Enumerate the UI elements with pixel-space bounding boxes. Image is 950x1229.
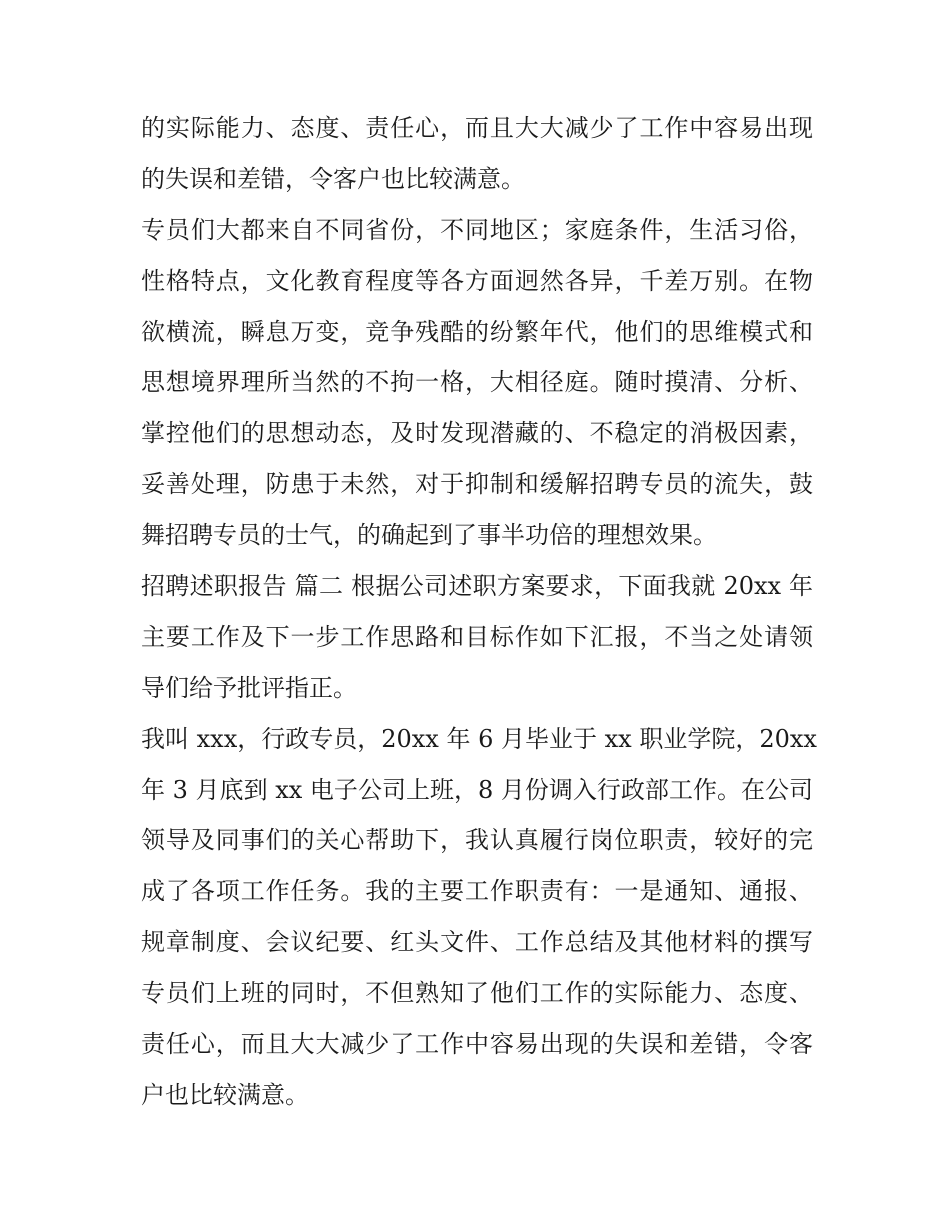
text-line: 成了各项工作任务。我的主要工作职责有：一是通知、通报、	[141, 877, 813, 906]
document-page	[141, 103, 817, 1121]
text-line: 规章制度、会议纪要、红头文件、工作总结及其他材料的撰写	[141, 928, 813, 957]
text-line: 责任心，而且大大减少了工作中容易出现的失误和差错，令客	[141, 1030, 813, 1059]
text-line: 掌控他们的思想动态，及时发现潜藏的、不稳定的消极因素，	[141, 419, 813, 448]
text-line: 思想境界理所当然的不拘一格，大相径庭。随时摸清、分析、	[141, 368, 813, 397]
text-line: 导们给予批评指正。	[141, 673, 357, 702]
text-line: 专员们上班的同时，不但熟知了他们工作的实际能力、态度、	[141, 979, 813, 1008]
text-line: 的实际能力、态度、责任心，而且大大减少了工作中容易出现	[141, 114, 813, 142]
text-line: 领导及同事们的关心帮助下，我认真履行岗位职责，较好的完	[141, 826, 813, 855]
text-line: 舞招聘专员的士气，的确起到了事半功倍的理想效果。	[141, 521, 717, 550]
text-line: 招聘述职报告 篇二 根据公司述职方案要求，下面我就 20xx 年	[141, 572, 813, 601]
text-line: 欲横流，瞬息万变，竞争残酷的纷繁年代，他们的思维模式和	[141, 317, 813, 346]
text-line: 年 3 月底到 xx 电子公司上班，8 月份调入行政部工作。在公司	[141, 775, 813, 804]
text-line: 妥善处理，防患于未然，对于抑制和缓解招聘专员的流失，鼓	[141, 470, 813, 499]
text-line: 户也比较满意。	[141, 1080, 309, 1109]
text-line: 的失误和差错，令客户也比较满意。	[141, 164, 525, 193]
text-line: 我叫 xxx，行政专员，20xx 年 6 月毕业于 xx 职业学院，20xx	[141, 724, 817, 753]
text-line: 专员们大都来自不同省份，不同地区；家庭条件，生活习俗，	[141, 215, 813, 244]
text-line: 主要工作及下一步工作思路和目标作如下汇报，不当之处请领	[141, 622, 813, 651]
text-line: 性格特点，文化教育程度等各方面迥然各异，千差万别。在物	[141, 266, 813, 295]
